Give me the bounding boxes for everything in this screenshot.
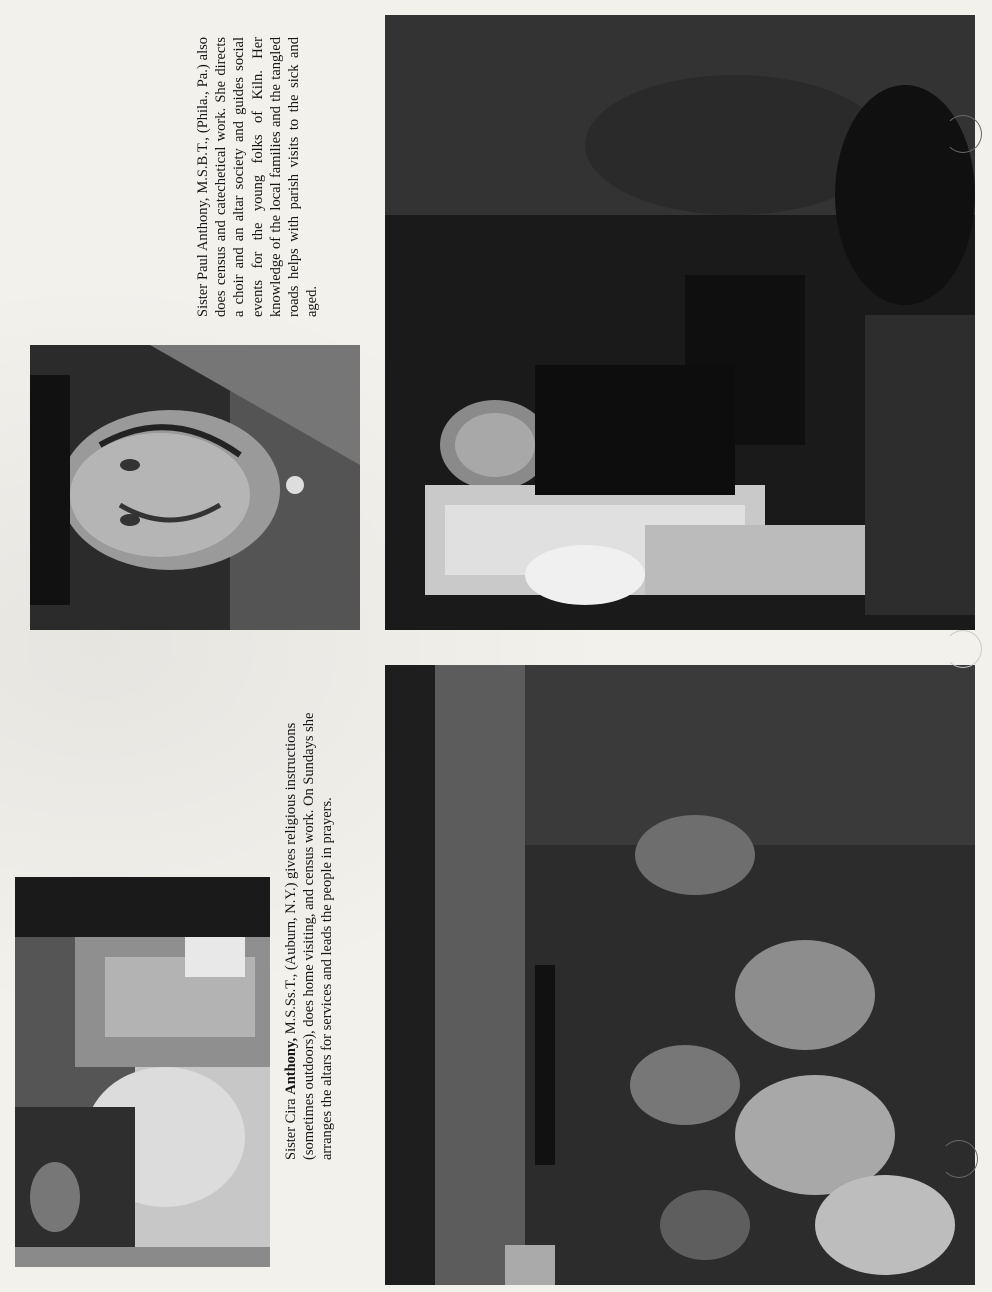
group-photo-image [385,15,975,630]
caption-paul-text: Sister Paul Anthony, M.S.B.T., (Phila., Pa.) also does census and catechetical work. She directs a choir and an altar society and guides social events for the young folks of Kiln. Her knowledge of the local families and the tangled roads helps with parish visits to the sick and aged. [195,37,321,317]
binder-hole-icon [944,630,982,668]
outdoor-group-photo [385,665,975,1285]
binder-hole-icon [940,1140,978,1178]
caption-sister-paul-anthony [194,37,321,317]
outdoor-group-photo-image [385,665,975,1285]
caption-sister-cira-anthony [282,700,337,1160]
caption-cira-rest: M.S.Ss.T., (Auburn, N.Y.) gives religious instructions (sometimes outdoors), does home visiting, and census work. On Sundays she arranges the altars for services and leads the people in prayers. [283,712,336,1160]
interior-photo-image [15,877,270,1267]
portrait-photo-image [30,345,360,630]
group-photo [385,15,975,630]
portrait-photo [30,345,360,630]
caption-cira-name-bold: Anthony, [283,1037,299,1095]
binder-hole-icon [944,115,982,153]
caption-cira-name-prefix: Sister Cira [283,1094,299,1160]
interior-photo [15,877,270,1267]
